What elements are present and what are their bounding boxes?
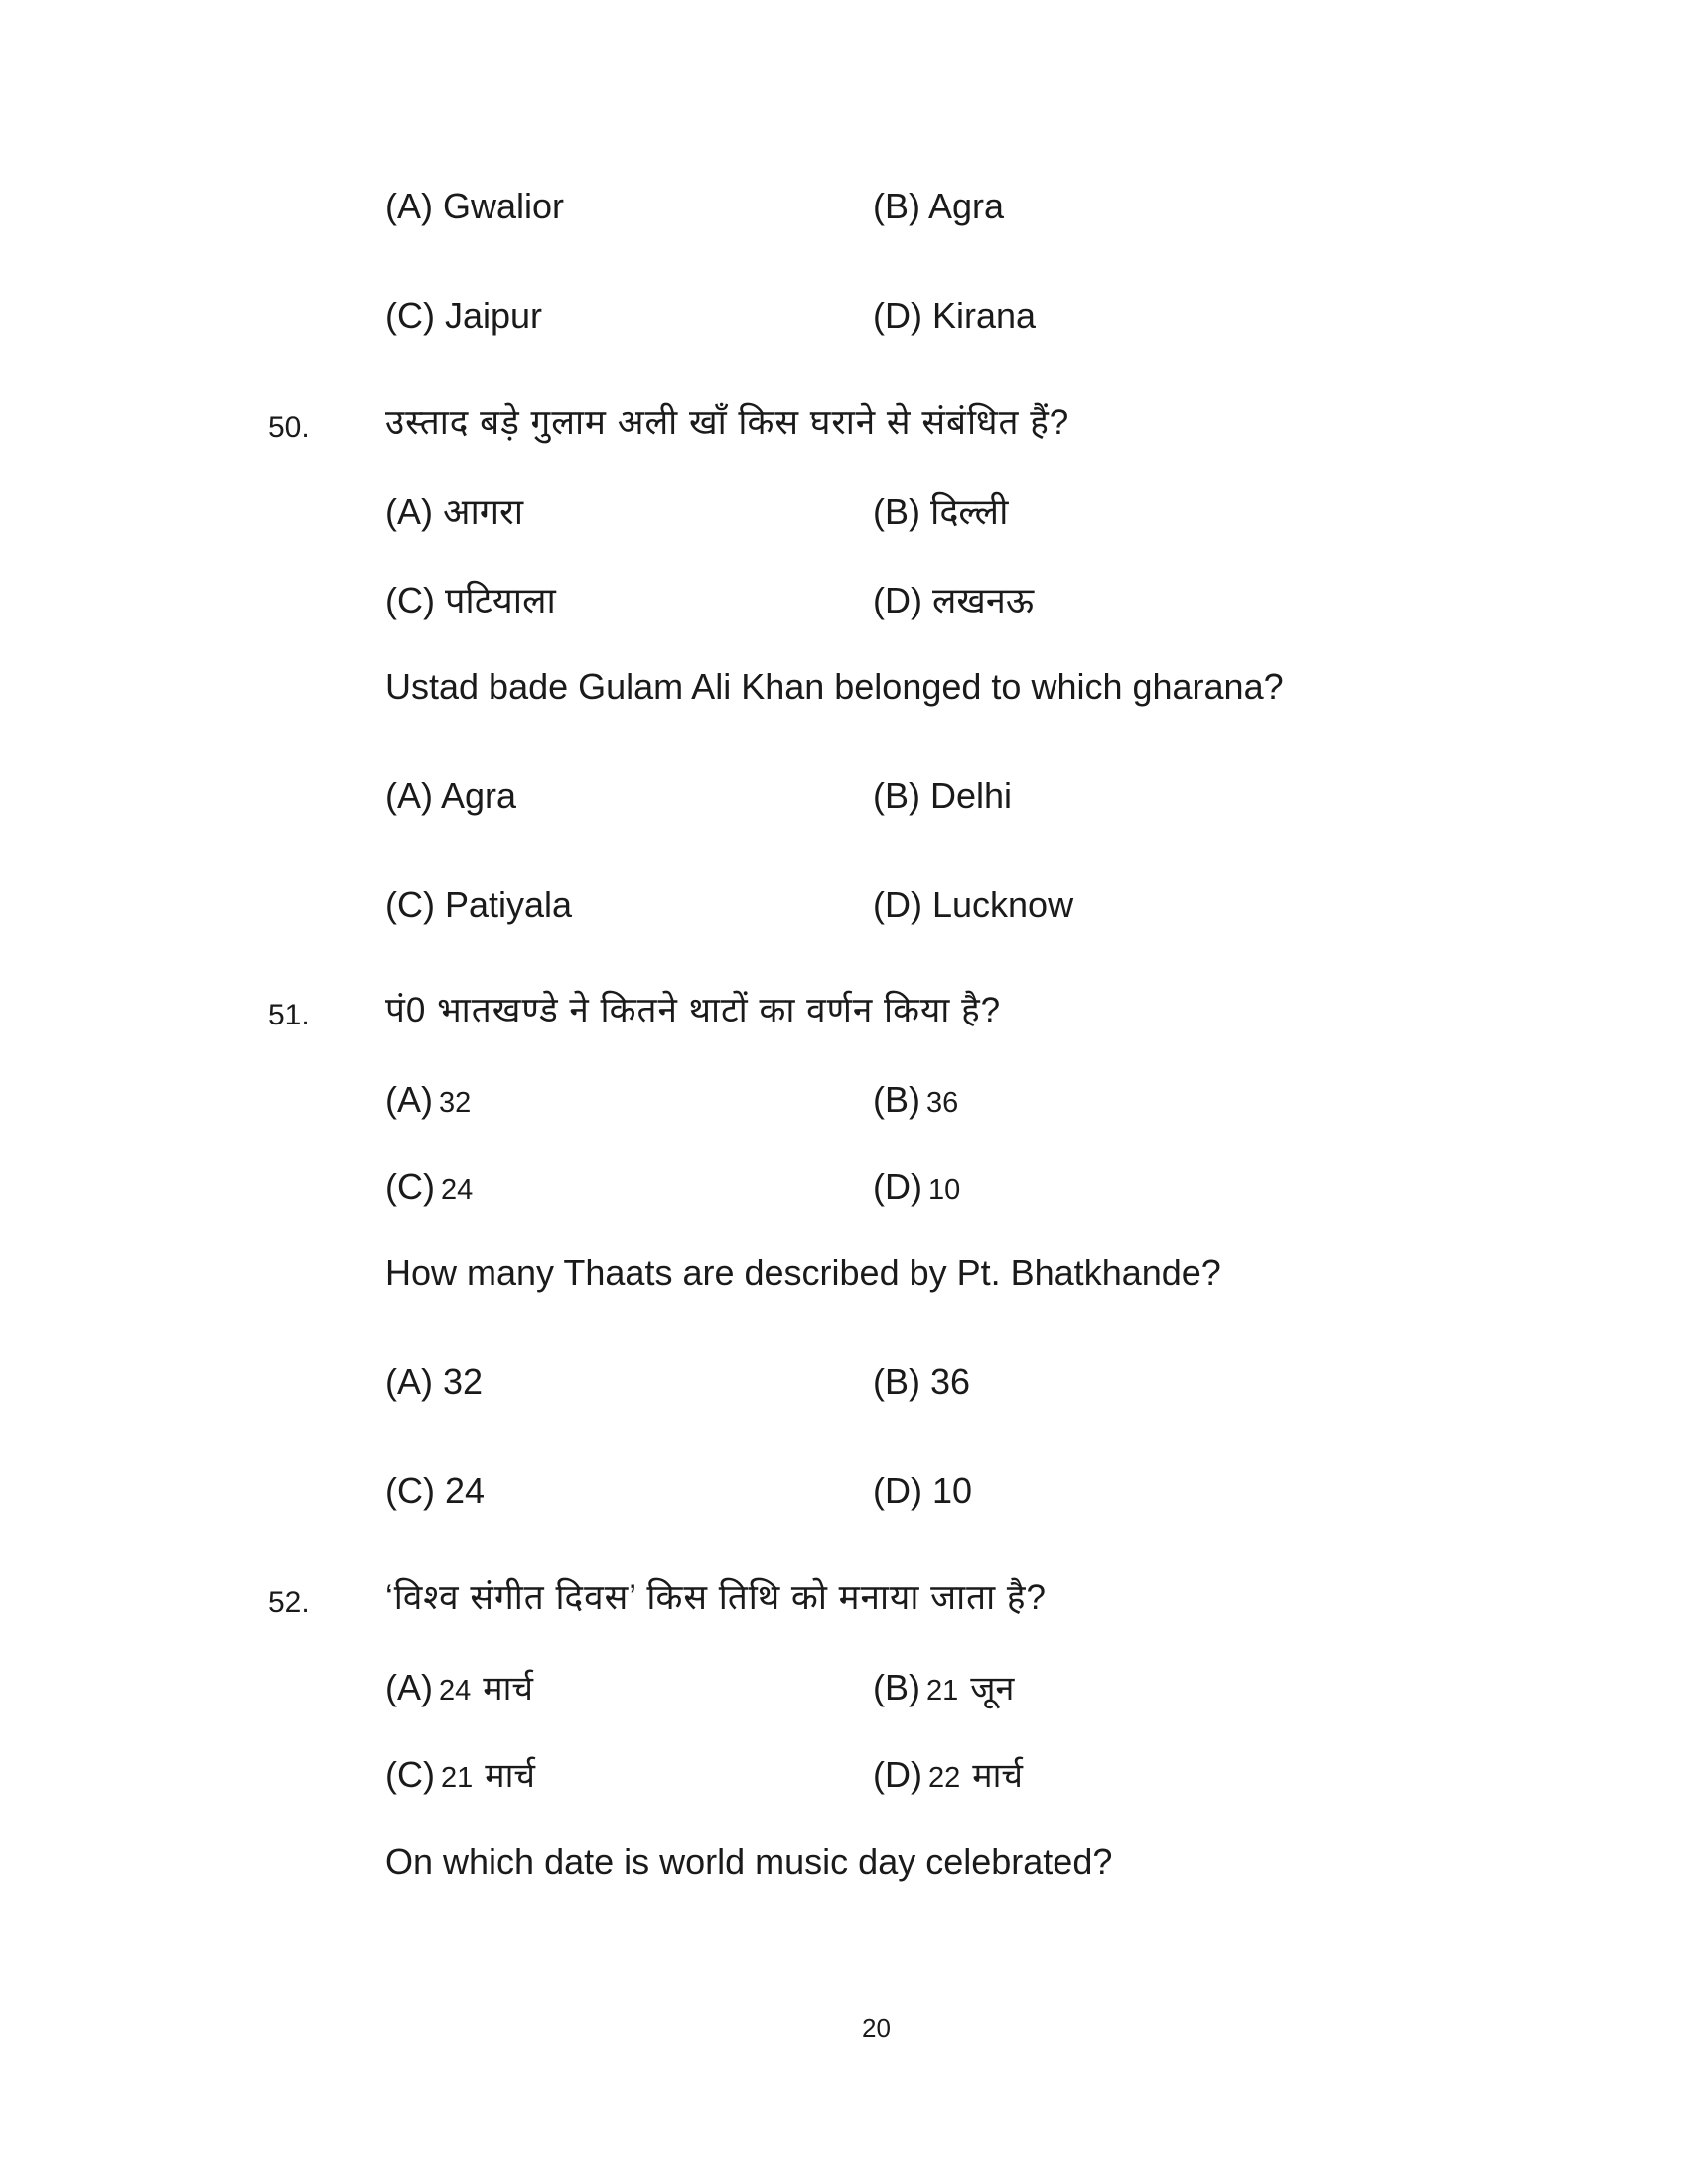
q51-hindi-option-d: (D) 10 (873, 1166, 961, 1207)
q51-hindi-option-b: (B) 36 (873, 1079, 959, 1120)
q50-hindi-option-a: (A) आगरा (385, 491, 524, 532)
q50-option-c: (C) Patiyala (385, 885, 573, 925)
q51-hindi-option-c: (C) 24 (385, 1166, 474, 1207)
q52-hindi-option-d: (D) 22 मार्च (873, 1754, 1023, 1795)
q52-hindi-option-a: (A) 24 मार्च (385, 1667, 533, 1707)
q51-option-d: (D) 10 (873, 1470, 973, 1511)
question-52-number: 52. (268, 1586, 310, 1619)
q51-option-a: (A) 32 (385, 1361, 484, 1402)
question-51-hindi: पं0 भातखण्डे ने कितने थाटों का वर्णन किया है? (385, 991, 1002, 1029)
q50-option-a: (A) Agra (385, 775, 517, 816)
question-52-hindi: ‘विश्व संगीत दिवस’ किस तिथि को मनाया जाता है? (385, 1578, 1047, 1617)
question-52-english: On which date is world music day celebrated? (385, 1842, 1113, 1882)
q50-hindi-option-b: (B) दिल्ली (873, 491, 1009, 532)
q50-hindi-option-d: (D) लखनऊ (873, 580, 1035, 620)
question-50-hindi: उस्ताद बड़े गुलाम अली खाँ किस घराने से संबंधित हैं? (385, 403, 1070, 442)
q50-option-d: (D) Lucknow (873, 885, 1074, 925)
question-50-number: 50. (268, 411, 310, 444)
q49-option-b: (B) Agra (873, 186, 1005, 226)
q49-option-a: (A) Gwalior (385, 186, 565, 226)
q51-hindi-option-a: (A) 32 (385, 1079, 472, 1120)
q50-hindi-option-c: (C) पटियाला (385, 580, 556, 620)
q52-hindi-option-b: (B) 21 जून (873, 1667, 1015, 1707)
q50-option-b: (B) Delhi (873, 775, 1013, 816)
q49-option-c: (C) Jaipur (385, 295, 543, 336)
question-51-number: 51. (268, 999, 310, 1031)
q52-hindi-option-c: (C) 21 मार्च (385, 1754, 535, 1795)
page-number: 20 (862, 2013, 891, 2043)
question-50-english: Ustad bade Gulam Ali Khan belonged to which gharana? (385, 666, 1284, 707)
question-51-english: How many Thaats are described by Pt. Bhatkhande? (385, 1252, 1221, 1293)
q49-option-d: (D) Kirana (873, 295, 1037, 336)
q51-option-b: (B) 36 (873, 1361, 971, 1402)
q51-option-c: (C) 24 (385, 1470, 486, 1511)
